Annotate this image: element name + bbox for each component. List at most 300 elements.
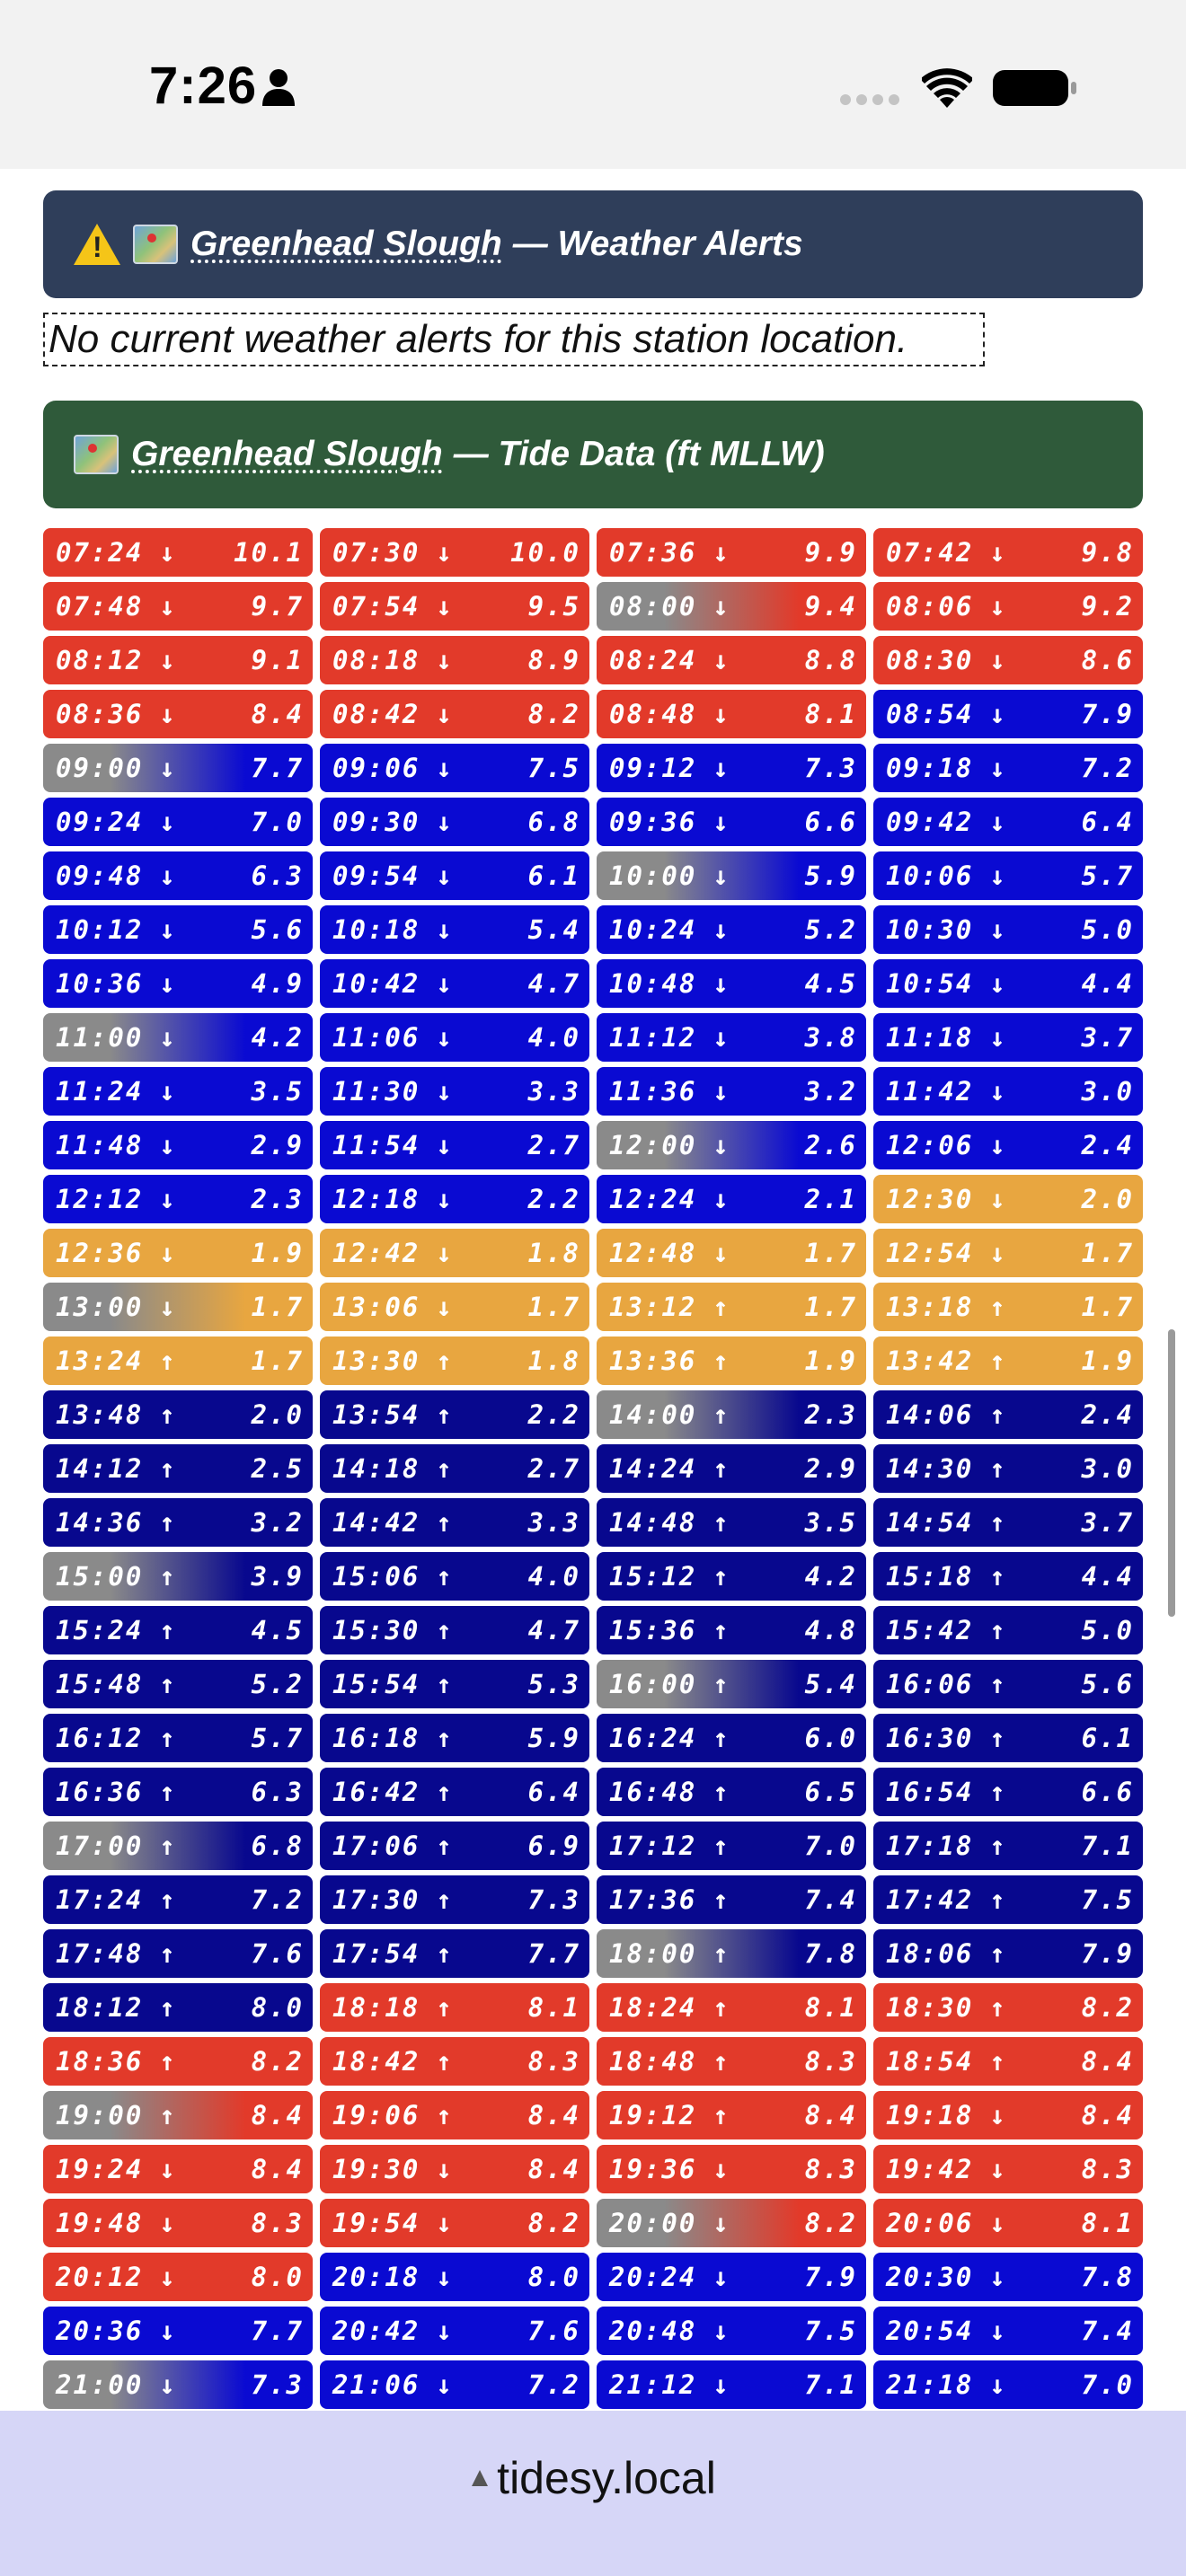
- tide-time: 11:06: [332, 1022, 420, 1053]
- tide-time: 21:00: [56, 2369, 144, 2400]
- tide-direction-icon: ↑: [436, 2100, 454, 2130]
- tide-cell: [873, 636, 1143, 684]
- tide-direction-icon: ↓: [989, 537, 1007, 568]
- tide-cell: [873, 1606, 1143, 1654]
- tide-cell: [43, 1875, 313, 1924]
- status-time: 7:26: [149, 57, 258, 115]
- tide-direction-icon: ↓: [159, 699, 177, 729]
- tide-direction-icon: ↑: [989, 1723, 1007, 1753]
- alerts-banner-suffix: — Weather Alerts: [512, 225, 803, 263]
- tide-time: 09:12: [609, 753, 697, 783]
- tide-direction-icon: ↓: [989, 2154, 1007, 2184]
- tide-height: 6.8: [251, 1831, 304, 1861]
- tide-cell: [43, 1714, 313, 1762]
- tide-time: 20:18: [332, 2262, 420, 2292]
- tide-cell: [43, 528, 313, 577]
- tide-time: 10:54: [886, 968, 974, 999]
- tide-time: 08:42: [332, 699, 420, 729]
- tide-height: 3.7: [1081, 1022, 1134, 1053]
- tide-height: 4.4: [1081, 968, 1134, 999]
- tide-direction-icon: ↓: [436, 2316, 454, 2346]
- tide-cell: [597, 1283, 866, 1331]
- map-icon: [74, 435, 119, 474]
- alerts-message: No current weather alerts for this station location.: [43, 313, 985, 366]
- tide-time: 18:36: [56, 2046, 144, 2077]
- tide-time: 08:30: [886, 645, 974, 675]
- tide-direction-icon: ↑: [989, 1777, 1007, 1807]
- tide-time: 17:48: [56, 1938, 144, 1969]
- tide-time: 16:00: [609, 1669, 697, 1699]
- tide-height: 8.2: [804, 2208, 857, 2238]
- tide-time: 12:06: [886, 1130, 974, 1160]
- tide-height: 9.2: [1081, 591, 1134, 622]
- tide-height: 9.1: [251, 645, 304, 675]
- tide-time: 12:24: [609, 1184, 697, 1214]
- tide-cell: [43, 636, 313, 684]
- tide-height: 2.9: [804, 1453, 857, 1484]
- tide-cell: [873, 1660, 1143, 1708]
- tide-time: 12:54: [886, 1238, 974, 1268]
- tide-time: 14:06: [886, 1399, 974, 1430]
- tide-time: 14:36: [56, 1507, 144, 1538]
- tide-direction-icon: ↑: [159, 1884, 177, 1915]
- tide-time: 20:42: [332, 2316, 420, 2346]
- tide-cell: [873, 2145, 1143, 2193]
- tide-time: 09:18: [886, 753, 974, 783]
- tide-time: 12:48: [609, 1238, 697, 1268]
- tide-time: 19:00: [56, 2100, 144, 2130]
- tide-height: 9.9: [804, 537, 857, 568]
- tide-height: 5.4: [804, 1669, 857, 1699]
- tide-height: 2.4: [1081, 1130, 1134, 1160]
- tide-direction-icon: ↓: [436, 2208, 454, 2238]
- tide-cell: [873, 1175, 1143, 1223]
- tide-height: 5.0: [1081, 1615, 1134, 1645]
- tide-cell: [43, 1067, 313, 1116]
- tide-time: 10:30: [886, 914, 974, 945]
- tide-direction-icon: ↓: [159, 2208, 177, 2238]
- tide-direction-icon: ↑: [989, 1615, 1007, 1645]
- tide-time: 10:24: [609, 914, 697, 945]
- tide-cell: [320, 1714, 589, 1762]
- tide-time: 15:36: [609, 1615, 697, 1645]
- tide-cell: [320, 1768, 589, 1816]
- tide-direction-icon: ↑: [989, 1345, 1007, 1376]
- tide-height: 8.1: [527, 1992, 580, 2023]
- tide-cell: [597, 2253, 866, 2301]
- tide-direction-icon: ↓: [989, 1130, 1007, 1160]
- tide-direction-icon: ↓: [159, 1076, 177, 1107]
- tide-height: 8.3: [804, 2154, 857, 2184]
- tide-height: 7.2: [251, 1884, 304, 1915]
- tide-direction-icon: ↑: [712, 1884, 730, 1915]
- tide-direction-icon: ↓: [989, 860, 1007, 891]
- tide-height: 8.1: [804, 1992, 857, 2023]
- tide-time: 13:36: [609, 1345, 697, 1376]
- tide-cell: [43, 1283, 313, 1331]
- tide-height: 7.5: [527, 753, 580, 783]
- tide-time: 10:48: [609, 968, 697, 999]
- tide-height: 5.6: [251, 914, 304, 945]
- tide-time: 11:48: [56, 1130, 144, 1160]
- tide-direction-icon: ↓: [159, 591, 177, 622]
- battery-icon: [992, 68, 1078, 108]
- tide-cell: [597, 1714, 866, 1762]
- tide-cell: [873, 1283, 1143, 1331]
- tide-cell: [597, 1660, 866, 1708]
- tide-height: 5.9: [804, 860, 857, 891]
- tide-time: 19:36: [609, 2154, 697, 2184]
- tide-cell: [873, 528, 1143, 577]
- tide-time: 13:06: [332, 1292, 420, 1322]
- tide-height: 1.7: [1081, 1238, 1134, 1268]
- tide-cell: [597, 1768, 866, 1816]
- tide-time: 08:54: [886, 699, 974, 729]
- tide-time: 14:42: [332, 1507, 420, 1538]
- tide-height: 6.1: [527, 860, 580, 891]
- tide-height: 9.8: [1081, 537, 1134, 568]
- tide-time: 17:24: [56, 1884, 144, 1915]
- tide-height: 6.9: [527, 1831, 580, 1861]
- tide-cell: [597, 798, 866, 846]
- tide-direction-icon: ↓: [989, 807, 1007, 837]
- tide-cell: [43, 1337, 313, 1385]
- tide-direction-icon: ↑: [436, 1669, 454, 1699]
- tide-direction-icon: ↑: [436, 1938, 454, 1969]
- tide-direction-icon: ↑: [712, 1777, 730, 1807]
- tide-direction-icon: ↑: [436, 1723, 454, 1753]
- tide-height: 6.1: [1081, 1723, 1134, 1753]
- tide-time: 10:18: [332, 914, 420, 945]
- tide-cell: [597, 2360, 866, 2409]
- tide-direction-icon: ↓: [989, 968, 1007, 999]
- tide-cell: [873, 1875, 1143, 1924]
- tide-cell: [597, 528, 866, 577]
- tide-cell: [320, 1606, 589, 1654]
- tide-direction-icon: ↓: [712, 2262, 730, 2292]
- tide-direction-icon: ↓: [436, 1076, 454, 1107]
- tide-direction-icon: ↑: [436, 1507, 454, 1538]
- tide-cell: [43, 1768, 313, 1816]
- tide-cell: [320, 2307, 589, 2355]
- tide-direction-icon: ↓: [159, 2316, 177, 2346]
- tide-time: 12:00: [609, 1130, 697, 1160]
- tide-cell: [597, 636, 866, 684]
- tide-cell: [320, 798, 589, 846]
- tide-time: 12:18: [332, 1184, 420, 1214]
- tide-time: 20:06: [886, 2208, 974, 2238]
- tide-direction-icon: ↓: [159, 537, 177, 568]
- tide-direction-icon: ↓: [712, 1184, 730, 1214]
- tide-cell: [873, 1714, 1143, 1762]
- tide-time: 14:54: [886, 1507, 974, 1538]
- tide-cell: [43, 2199, 313, 2247]
- tide-height: 6.0: [804, 1723, 857, 1753]
- tide-height: 2.6: [804, 1130, 857, 1160]
- tide-height: 10.0: [510, 537, 580, 568]
- scrollbar[interactable]: [1168, 1329, 1175, 1617]
- tide-time: 15:00: [56, 1561, 144, 1592]
- tide-height: 8.4: [527, 2100, 580, 2130]
- tide-cell: [43, 2145, 313, 2193]
- tide-direction-icon: ↓: [159, 645, 177, 675]
- tide-time: 14:48: [609, 1507, 697, 1538]
- tide-cell: [43, 959, 313, 1008]
- tide-cell: [873, 1013, 1143, 1062]
- tide-time: 20:12: [56, 2262, 144, 2292]
- tide-cell: [43, 1983, 313, 2032]
- tide-time: 16:54: [886, 1777, 974, 1807]
- tide-direction-icon: ↑: [159, 2100, 177, 2130]
- tide-cell: [43, 1498, 313, 1547]
- tide-direction-icon: ↑: [159, 1345, 177, 1376]
- tide-direction-icon: ↑: [159, 1831, 177, 1861]
- tide-height: 3.3: [527, 1507, 580, 1538]
- tide-height: 8.9: [527, 645, 580, 675]
- tide-time: 19:06: [332, 2100, 420, 2130]
- tide-height: 2.3: [804, 1399, 857, 1430]
- tide-direction-icon: ↓: [989, 753, 1007, 783]
- tide-direction-icon: ↓: [436, 591, 454, 622]
- tide-cell: [320, 1390, 589, 1439]
- tide-cell: [597, 2091, 866, 2139]
- tide-direction-icon: ↑: [436, 1777, 454, 1807]
- tide-direction-icon: ↓: [436, 645, 454, 675]
- tide-cell: [597, 1552, 866, 1601]
- tide-height: 4.7: [527, 1615, 580, 1645]
- tide-cell: [320, 1983, 589, 2032]
- tide-direction-icon: ↑: [712, 1938, 730, 1969]
- tide-time: 16:48: [609, 1777, 697, 1807]
- tide-direction-icon: ↓: [712, 2154, 730, 2184]
- tide-direction-icon: ↓: [989, 1184, 1007, 1214]
- tide-height: 2.3: [251, 1184, 304, 1214]
- tide-height: 5.7: [251, 1723, 304, 1753]
- tide-direction-icon: ↓: [712, 591, 730, 622]
- tide-cell: [320, 1498, 589, 1547]
- tide-time: 19:48: [56, 2208, 144, 2238]
- tide-height: 2.5: [251, 1453, 304, 1484]
- tide-height: 1.9: [1081, 1345, 1134, 1376]
- tide-time: 19:12: [609, 2100, 697, 2130]
- tide-cell: [597, 690, 866, 738]
- tide-direction-icon: ↓: [712, 914, 730, 945]
- tide-height: 8.3: [251, 2208, 304, 2238]
- tide-time: 14:12: [56, 1453, 144, 1484]
- tide-direction-icon: ↑: [159, 1453, 177, 1484]
- tide-cell: [43, 851, 313, 900]
- address-bar[interactable]: [0, 2411, 1186, 2576]
- tide-time: 08:24: [609, 645, 697, 675]
- tide-time: 18:48: [609, 2046, 697, 2077]
- tide-cell: [597, 905, 866, 954]
- tide-time: 16:12: [56, 1723, 144, 1753]
- tide-cell: [597, 2145, 866, 2193]
- tide-direction-icon: ↓: [989, 2369, 1007, 2400]
- tide-direction-icon: ↑: [989, 1399, 1007, 1430]
- tide-height: 7.5: [1081, 1884, 1134, 1915]
- tide-cell: [597, 1444, 866, 1493]
- tide-height: 5.2: [251, 1669, 304, 1699]
- station-link[interactable]: Greenhead Slough: [190, 225, 502, 263]
- tide-cell: [43, 1444, 313, 1493]
- tide-cell: [320, 1013, 589, 1062]
- tide-height: 2.1: [804, 1184, 857, 1214]
- tide-cell: [597, 1175, 866, 1223]
- tide-cell: [873, 1390, 1143, 1439]
- tide-direction-icon: ↓: [712, 2316, 730, 2346]
- tide-height: 4.9: [251, 968, 304, 999]
- tide-time: 14:18: [332, 1453, 420, 1484]
- map-icon: [133, 225, 178, 264]
- tide-direction-icon: ↓: [436, 2369, 454, 2400]
- tide-direction-icon: ↓: [712, 1022, 730, 1053]
- tide-height: 6.6: [1081, 1777, 1134, 1807]
- tide-cell: [43, 1390, 313, 1439]
- tide-time: 18:06: [886, 1938, 974, 1969]
- tide-time: 17:12: [609, 1831, 697, 1861]
- tide-height: 2.2: [527, 1184, 580, 1214]
- tide-height: 8.4: [1081, 2100, 1134, 2130]
- status-bar: [0, 0, 1186, 169]
- tide-height: 1.7: [251, 1292, 304, 1322]
- tide-height: 7.4: [804, 1884, 857, 1915]
- wifi-icon: [922, 68, 972, 108]
- tide-height: 5.6: [1081, 1669, 1134, 1699]
- tide-height: 1.9: [251, 1238, 304, 1268]
- tide-cell: [43, 905, 313, 954]
- tide-time: 19:24: [56, 2154, 144, 2184]
- address-field[interactable]: [0, 2411, 1186, 2545]
- tide-time: 08:18: [332, 645, 420, 675]
- tide-cell: [320, 2253, 589, 2301]
- tide-height: 4.5: [804, 968, 857, 999]
- tide-cell: [43, 582, 313, 631]
- tide-time: 07:42: [886, 537, 974, 568]
- tide-height: 6.5: [804, 1777, 857, 1807]
- tide-direction-icon: ↑: [436, 1561, 454, 1592]
- tide-time: 08:00: [609, 591, 697, 622]
- tide-cell: [873, 2091, 1143, 2139]
- tide-cell: [873, 1983, 1143, 2032]
- tide-height: 6.3: [251, 860, 304, 891]
- tide-height: 8.4: [251, 2154, 304, 2184]
- tide-time: 09:42: [886, 807, 974, 837]
- tide-cell: [43, 1121, 313, 1169]
- tide-cell: [320, 959, 589, 1008]
- tide-direction-icon: ↓: [989, 2316, 1007, 2346]
- tide-height: 7.6: [527, 2316, 580, 2346]
- tide-height: 3.8: [804, 1022, 857, 1053]
- tide-direction-icon: ↓: [159, 1238, 177, 1268]
- tide-time: 15:30: [332, 1615, 420, 1645]
- tide-direction-icon: ↑: [436, 1992, 454, 2023]
- tide-time: 09:06: [332, 753, 420, 783]
- tide-direction-icon: ↓: [159, 968, 177, 999]
- tide-direction-icon: ↓: [989, 645, 1007, 675]
- tide-direction-icon: ↑: [159, 1561, 177, 1592]
- tide-time: 19:54: [332, 2208, 420, 2238]
- tide-height: 7.9: [1081, 1938, 1134, 1969]
- tide-direction-icon: ↑: [712, 1615, 730, 1645]
- tide-direction-icon: ↓: [436, 1130, 454, 1160]
- tide-cell: [597, 1337, 866, 1385]
- tide-direction-icon: ↓: [436, 1292, 454, 1322]
- station-link[interactable]: Greenhead Slough: [131, 435, 443, 473]
- tide-direction-icon: ↓: [989, 699, 1007, 729]
- tide-direction-icon: ↓: [436, 914, 454, 945]
- tide-direction-icon: ↓: [159, 1292, 177, 1322]
- tide-time: 21:06: [332, 2369, 420, 2400]
- tide-cell: [597, 1822, 866, 1870]
- tide-time: 09:00: [56, 753, 144, 783]
- tide-time: 19:42: [886, 2154, 974, 2184]
- tide-cell: [873, 905, 1143, 954]
- tide-cell: [873, 690, 1143, 738]
- tide-height: 5.3: [527, 1669, 580, 1699]
- person-icon: [261, 68, 296, 106]
- tide-direction-icon: ↑: [712, 2046, 730, 2077]
- tide-time: 17:36: [609, 1884, 697, 1915]
- tide-direction-icon: ↑: [989, 1292, 1007, 1322]
- tide-cell: [43, 1660, 313, 1708]
- tide-cell: [873, 2360, 1143, 2409]
- tide-time: 17:06: [332, 1831, 420, 1861]
- tide-direction-icon: ↓: [989, 914, 1007, 945]
- tide-direction-icon: ↓: [159, 914, 177, 945]
- tide-height: 8.0: [251, 1992, 304, 2023]
- tide-height: 2.2: [527, 1399, 580, 1430]
- tide-direction-icon: ↑: [712, 1992, 730, 2023]
- tide-data-banner: [43, 401, 1143, 508]
- tide-direction-icon: ↑: [712, 1507, 730, 1538]
- tide-direction-icon: ↓: [159, 1184, 177, 1214]
- tide-direction-icon: ↑: [989, 1561, 1007, 1592]
- tide-height: 1.7: [804, 1238, 857, 1268]
- tide-direction-icon: ↓: [712, 699, 730, 729]
- tide-cell: [597, 1983, 866, 2032]
- tide-cell: [320, 2145, 589, 2193]
- tide-time: 17:54: [332, 1938, 420, 1969]
- tide-time: 15:12: [609, 1561, 697, 1592]
- tide-time: 13:42: [886, 1345, 974, 1376]
- tide-height: 6.8: [527, 807, 580, 837]
- tide-direction-icon: ↓: [436, 968, 454, 999]
- tide-height: 7.2: [527, 2369, 580, 2400]
- tide-cell: [873, 1929, 1143, 1978]
- tide-direction-icon: ↑: [436, 2046, 454, 2077]
- tide-direction-icon: ↑: [436, 1453, 454, 1484]
- tide-cell: [320, 1444, 589, 1493]
- tide-cell: [320, 1121, 589, 1169]
- tide-time: 20:36: [56, 2316, 144, 2346]
- tide-cell: [597, 1606, 866, 1654]
- tide-time: 10:42: [332, 968, 420, 999]
- tide-height: 2.0: [1081, 1184, 1134, 1214]
- tide-direction-icon: ↑: [989, 1992, 1007, 2023]
- tide-cell: [597, 1875, 866, 1924]
- tide-time: 16:18: [332, 1723, 420, 1753]
- tide-direction-icon: ↑: [712, 1561, 730, 1592]
- tide-direction-icon: ↑: [436, 1831, 454, 1861]
- tide-cell: [873, 1498, 1143, 1547]
- tide-height: 7.9: [1081, 699, 1134, 729]
- tide-time: 18:12: [56, 1992, 144, 2023]
- tide-direction-icon: ↓: [436, 2262, 454, 2292]
- tide-direction-icon: ↓: [159, 1022, 177, 1053]
- tide-time: 07:30: [332, 537, 420, 568]
- tide-cell: [873, 2037, 1143, 2086]
